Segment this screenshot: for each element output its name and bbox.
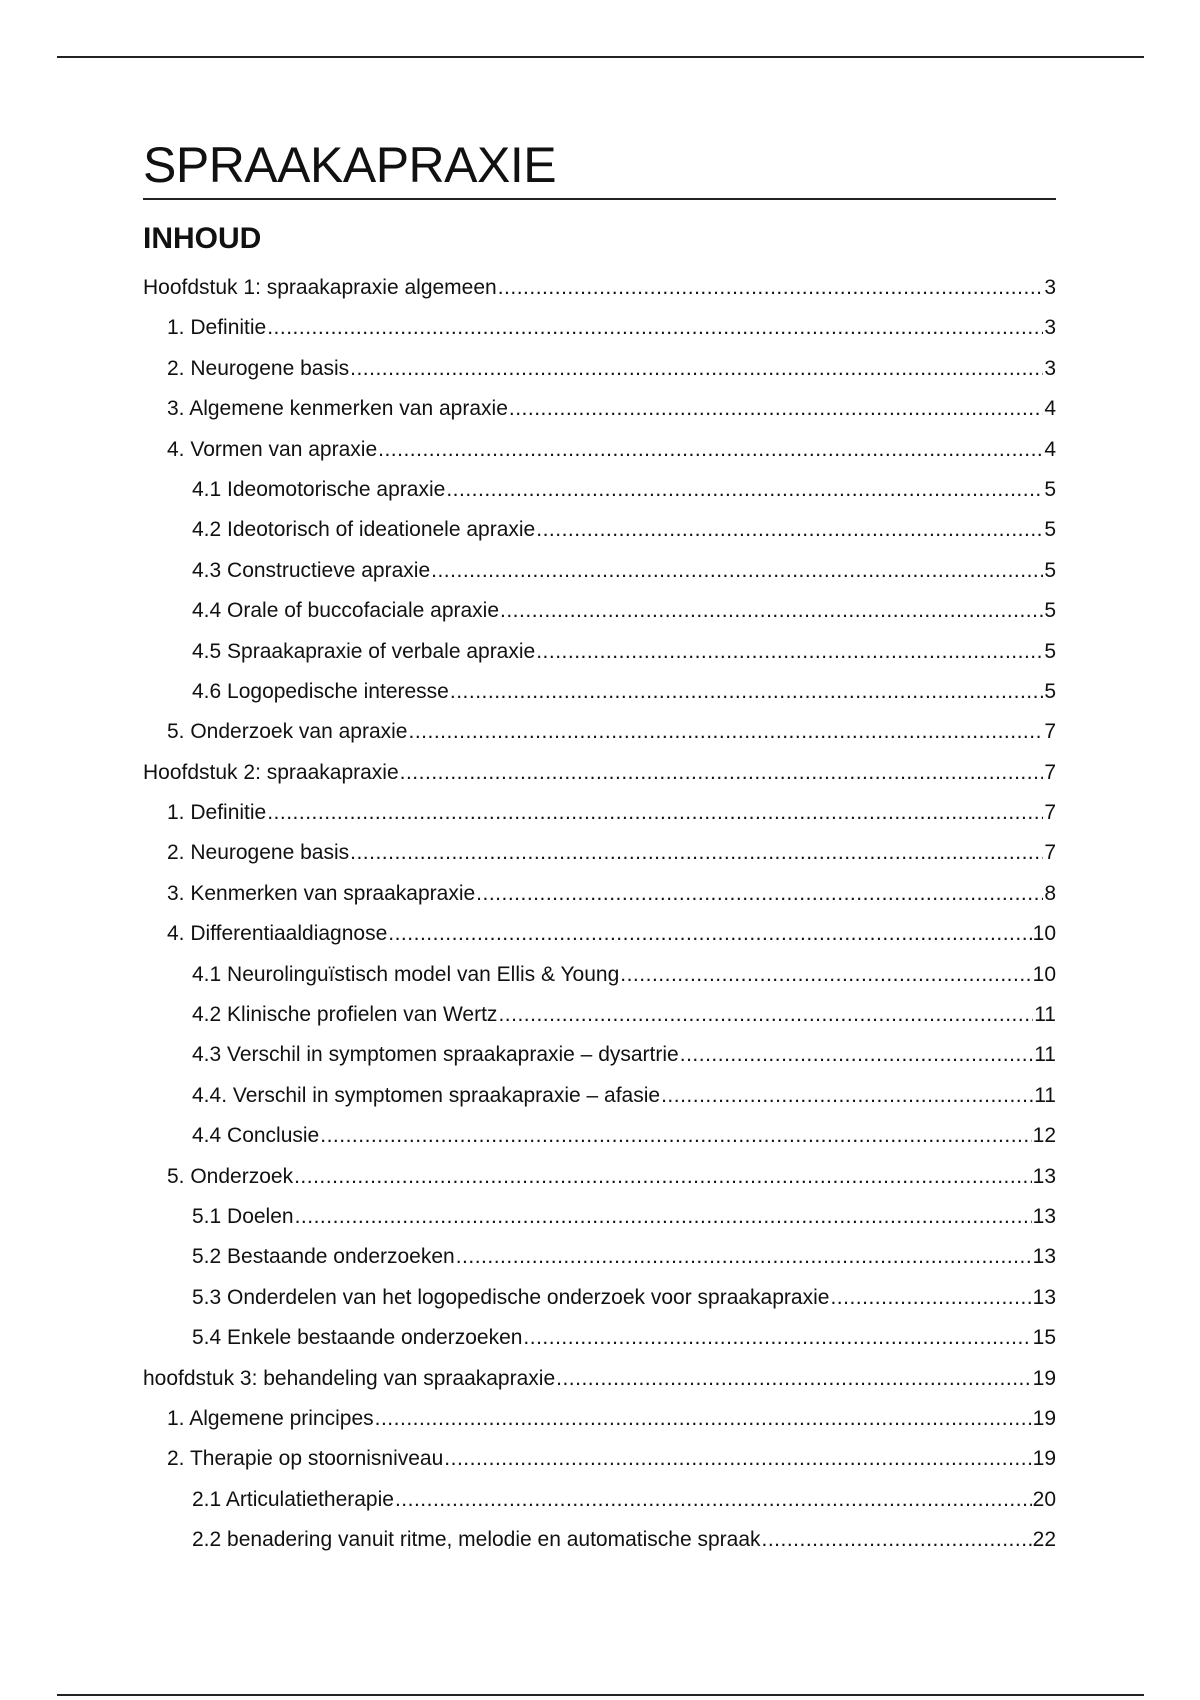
toc-dot-leader <box>680 1035 1033 1075</box>
toc-entry[interactable] <box>143 1520 1056 1560</box>
toc-dot-leader <box>395 1480 1032 1520</box>
toc-entry-page-number[interactable]: 13 <box>1032 1245 1056 1269</box>
toc-dot-leader <box>830 1278 1031 1318</box>
toc-entry-page-number[interactable]: 10 <box>1032 962 1056 986</box>
toc-entry[interactable] <box>143 591 1056 631</box>
toc-entry-page-number[interactable]: 11 <box>1034 1083 1056 1107</box>
toc-entry[interactable] <box>143 955 1056 995</box>
toc-entry-label[interactable]: 3. Kenmerken van spraakapraxie <box>167 881 476 905</box>
page-bottom-rule <box>57 1694 1144 1696</box>
toc-entry-page-number[interactable]: 5 <box>1044 558 1056 582</box>
toc-entry-page-number[interactable]: 13 <box>1032 1164 1056 1188</box>
toc-entry[interactable] <box>143 632 1056 672</box>
toc-entry-page-number[interactable]: 13 <box>1032 1204 1056 1228</box>
table-of-contents <box>143 268 1056 1561</box>
toc-dot-leader <box>536 632 1043 672</box>
toc-dot-leader <box>456 1237 1032 1277</box>
toc-dot-leader <box>267 793 1043 833</box>
toc-entry-label[interactable]: 4.1 Ideomotorische apraxie <box>192 477 446 501</box>
toc-dot-leader <box>498 268 1044 308</box>
toc-dot-leader <box>523 1318 1031 1358</box>
toc-entry-label[interactable]: 4. Differentiaaldiagnose <box>167 922 388 946</box>
toc-entry-label[interactable]: 2.2 benadering vanuit ritme, melodie en automatische spraak <box>192 1528 761 1552</box>
toc-dot-leader <box>378 430 1043 470</box>
toc-entry-label[interactable]: 4.5 Spraakapraxie of verbale apraxie <box>192 639 536 663</box>
toc-entry-page-number[interactable]: 5 <box>1044 679 1056 703</box>
toc-entry-page-number[interactable]: 13 <box>1032 1285 1056 1309</box>
document-title: SPRAAKAPRAXIE <box>143 140 1056 200</box>
toc-entry-page-number[interactable]: 3 <box>1044 316 1056 340</box>
toc-entry[interactable] <box>143 793 1056 833</box>
toc-dot-leader <box>450 672 1043 712</box>
toc-entry[interactable] <box>143 389 1056 429</box>
toc-entry[interactable] <box>143 268 1056 308</box>
toc-entry-page-number[interactable]: 7 <box>1044 801 1056 825</box>
toc-dot-leader <box>661 1076 1033 1116</box>
toc-entry-label[interactable]: 2. Therapie op stoornisniveau <box>167 1447 444 1471</box>
toc-entry-label[interactable]: 1. Algemene principes <box>167 1406 374 1430</box>
toc-entry[interactable] <box>143 753 1056 793</box>
toc-entry-page-number[interactable]: 10 <box>1032 922 1056 946</box>
toc-dot-leader <box>267 308 1043 348</box>
toc-entry-label[interactable]: 4.4 Orale of buccofaciale apraxie <box>192 599 500 623</box>
toc-entry[interactable] <box>143 1076 1056 1116</box>
toc-dot-leader <box>446 470 1043 510</box>
toc-entry-page-number[interactable]: 5 <box>1044 639 1056 663</box>
toc-entry[interactable] <box>143 1035 1056 1075</box>
toc-entry-page-number[interactable]: 5 <box>1044 518 1056 542</box>
toc-entry[interactable] <box>143 833 1056 873</box>
toc-dot-leader <box>500 591 1043 631</box>
toc-entry[interactable] <box>143 874 1056 914</box>
toc-entry[interactable] <box>143 430 1056 470</box>
toc-entry-page-number[interactable]: 11 <box>1034 1003 1056 1027</box>
toc-heading: INHOUD <box>143 222 262 255</box>
toc-dot-leader <box>431 551 1043 591</box>
toc-entry-page-number[interactable]: 12 <box>1032 1124 1056 1148</box>
toc-entry-page-number[interactable]: 19 <box>1032 1366 1056 1390</box>
toc-entry[interactable] <box>143 308 1056 348</box>
toc-entry[interactable] <box>143 1359 1056 1399</box>
toc-entry-label[interactable]: 5.3 Onderdelen van het logopedische onderzoek voor spraakapraxie <box>192 1285 830 1309</box>
toc-dot-leader <box>408 712 1043 752</box>
toc-entry-label[interactable]: 4.3 Verschil in symptomen spraakapraxie – dysartrie <box>192 1043 679 1067</box>
toc-entry-page-number[interactable]: 15 <box>1032 1326 1056 1350</box>
toc-entry-label[interactable]: 5. Onderzoek <box>167 1164 294 1188</box>
toc-entry-label[interactable]: 5. Onderzoek van apraxie <box>167 720 408 744</box>
toc-dot-leader <box>294 1157 1032 1197</box>
toc-entry[interactable] <box>143 672 1056 712</box>
toc-entry-label[interactable]: 3. Algemene kenmerken van apraxie <box>167 397 508 421</box>
toc-entry[interactable] <box>143 1157 1056 1197</box>
toc-entry[interactable] <box>143 1480 1056 1520</box>
toc-dot-leader <box>498 995 1033 1035</box>
toc-entry-label[interactable]: 1. Definitie <box>167 801 267 825</box>
toc-dot-leader <box>375 1399 1032 1439</box>
toc-dot-leader <box>620 955 1031 995</box>
toc-entry-page-number[interactable]: 3 <box>1044 356 1056 380</box>
toc-entry-page-number[interactable]: 4 <box>1044 397 1056 421</box>
toc-entry[interactable] <box>143 914 1056 954</box>
toc-entry-page-number[interactable]: 20 <box>1032 1487 1056 1511</box>
toc-entry-label[interactable]: Hoofdstuk 2: spraakapraxie <box>143 760 399 784</box>
toc-entry[interactable] <box>143 1318 1056 1358</box>
toc-entry-page-number[interactable]: 19 <box>1032 1406 1056 1430</box>
toc-entry-page-number[interactable]: 5 <box>1044 477 1056 501</box>
page-content <box>143 137 1056 1561</box>
toc-entry[interactable] <box>143 995 1056 1035</box>
toc-entry-page-number[interactable]: 11 <box>1034 1043 1056 1067</box>
toc-entry-label[interactable]: 4.6 Logopedische interesse <box>192 679 449 703</box>
toc-entry-page-number[interactable]: 7 <box>1044 841 1056 865</box>
toc-entry[interactable] <box>143 1439 1056 1479</box>
toc-entry[interactable] <box>143 1278 1056 1318</box>
toc-entry-label[interactable]: 4.1 Neurolinguïstisch model van Ellis & Young <box>192 962 620 986</box>
toc-entry-label[interactable]: 5.4 Enkele bestaande onderzoeken <box>192 1326 523 1350</box>
toc-dot-leader <box>350 833 1043 873</box>
toc-dot-leader <box>400 753 1044 793</box>
toc-dot-leader <box>295 1197 1032 1237</box>
toc-dot-leader <box>509 389 1043 429</box>
toc-entry[interactable] <box>143 1116 1056 1156</box>
toc-entry[interactable] <box>143 349 1056 389</box>
toc-entry-page-number[interactable]: 5 <box>1044 599 1056 623</box>
toc-entry-page-number[interactable]: 3 <box>1044 276 1056 299</box>
toc-dot-leader <box>536 510 1043 550</box>
toc-entry[interactable] <box>143 1399 1056 1439</box>
toc-entry[interactable] <box>143 551 1056 591</box>
toc-entry-label[interactable]: 2.1 Articulatietherapie <box>192 1487 394 1511</box>
toc-entry-page-number[interactable]: 8 <box>1044 881 1056 905</box>
page-top-rule <box>57 56 1144 58</box>
toc-entry-page-number[interactable]: 4 <box>1044 437 1056 461</box>
toc-dot-leader <box>476 874 1043 914</box>
toc-entry-label[interactable]: hoofdstuk 3: behandeling van spraakapraxie <box>143 1366 556 1390</box>
toc-entry-label[interactable]: 1. Definitie <box>167 316 267 340</box>
toc-entry-label[interactable]: 5.2 Bestaande onderzoeken <box>192 1245 455 1269</box>
toc-entry[interactable] <box>143 470 1056 510</box>
toc-entry-label[interactable]: 4.4. Verschil in symptomen spraakapraxie – afasie <box>192 1083 661 1107</box>
toc-entry-label[interactable]: Hoofdstuk 1: spraakapraxie algemeen <box>143 276 497 299</box>
toc-entry-label[interactable]: 4. Vormen van apraxie <box>167 437 378 461</box>
toc-dot-leader <box>556 1359 1032 1399</box>
toc-entry-label[interactable]: 4.2 Ideotorisch of ideationele apraxie <box>192 518 536 542</box>
toc-entry-page-number[interactable]: 7 <box>1044 720 1056 744</box>
toc-dot-leader <box>388 914 1031 954</box>
toc-dot-leader <box>350 349 1043 389</box>
toc-entry[interactable] <box>143 1197 1056 1237</box>
toc-entry[interactable] <box>143 712 1056 752</box>
toc-entry-page-number[interactable]: 19 <box>1032 1447 1056 1471</box>
toc-dot-leader <box>444 1439 1031 1479</box>
toc-entry-label[interactable]: 2. Neurogene basis <box>167 356 350 380</box>
toc-entry-label[interactable]: 4.4 Conclusie <box>192 1124 320 1148</box>
toc-entry-page-number[interactable]: 7 <box>1044 760 1056 784</box>
toc-dot-leader <box>320 1116 1031 1156</box>
toc-entry[interactable] <box>143 1237 1056 1277</box>
toc-entry-label[interactable]: 5.1 Doelen <box>192 1204 294 1228</box>
toc-entry-label[interactable]: 2. Neurogene basis <box>167 841 350 865</box>
toc-entry-page-number[interactable]: 22 <box>1032 1528 1056 1552</box>
toc-entry-label[interactable]: 4.3 Constructieve apraxie <box>192 558 431 582</box>
toc-entry[interactable] <box>143 510 1056 550</box>
toc-entry-label[interactable]: 4.2 Klinische profielen van Wertz <box>192 1003 498 1027</box>
toc-dot-leader <box>762 1520 1032 1560</box>
